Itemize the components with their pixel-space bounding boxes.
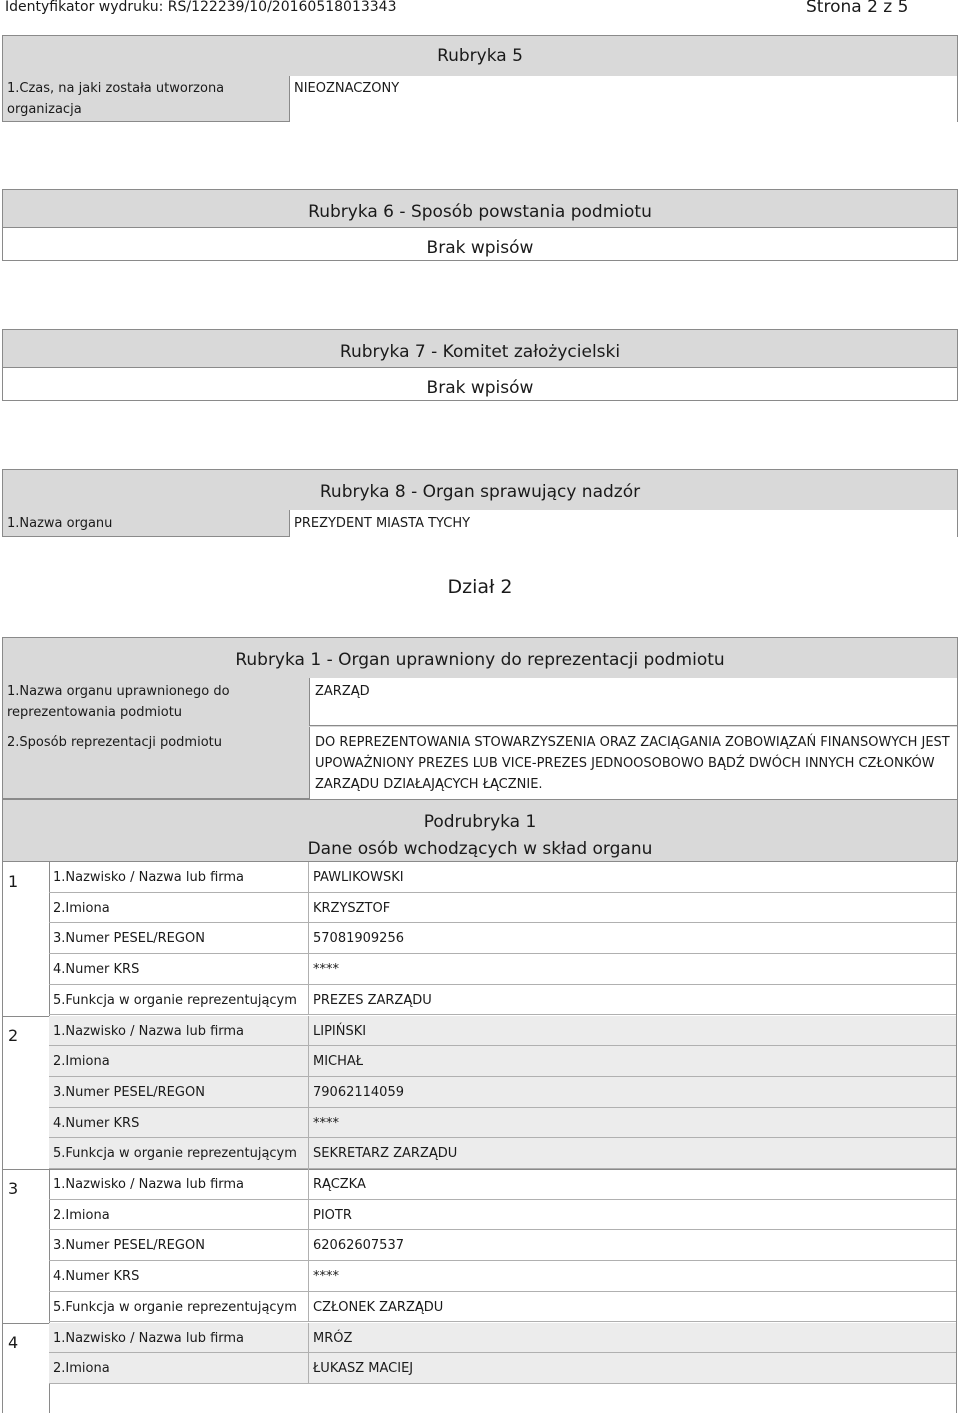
- person-field-label: 2.Imiona: [53, 1361, 110, 1377]
- person-field-row: [49, 1230, 956, 1261]
- person-field-value: ****: [313, 1115, 339, 1131]
- person-field-row: [49, 954, 956, 985]
- rubryka-1-row1-value: ZARZĄD: [315, 684, 370, 699]
- rubryka-8-section: [2, 469, 958, 537]
- rubryka-1-row1-label-cell: [3, 678, 309, 726]
- rubryka-1-row1-value-cell: [309, 678, 957, 726]
- podrubryka-title: Podrubryka 1: [423, 812, 537, 832]
- person-field-value: LIPIŃSKI: [313, 1023, 367, 1039]
- rubryka-1-row1-label: 1.Nazwa organu uprawnionego do reprezentowania podmiotu: [7, 684, 230, 720]
- person-field-row: [49, 923, 956, 954]
- person-number: 2: [8, 1025, 19, 1045]
- persons-table: [2, 862, 958, 1413]
- person-field-label: 5.Funkcja w organie reprezentującym: [53, 992, 297, 1008]
- person-field-row: [49, 862, 956, 893]
- person-field-value: 62062607537: [313, 1238, 404, 1254]
- rubryka-1-row2-value-cell: [309, 727, 957, 799]
- person-field-label: 4.Numer KRS: [53, 962, 140, 978]
- person-field-row: [49, 1046, 956, 1077]
- rubryka-8-title: Rubryka 8 - Organ sprawujący nadzór: [319, 482, 641, 502]
- person-field-label: 2.Imiona: [53, 1054, 110, 1070]
- rubryka-6-empty: Brak wpisów: [426, 238, 534, 258]
- person-field-label: 1.Nazwisko / Nazwa lub firma: [53, 870, 245, 885]
- rubryka-8-label-cell: [3, 510, 289, 537]
- person-field-label: 2.Imiona: [53, 900, 110, 916]
- rubryka-5-value-cell: [289, 76, 957, 122]
- person-field-value: PAWLIKOWSKI: [313, 870, 404, 885]
- person-field-row: [49, 1292, 956, 1323]
- rubryka-6-title: Rubryka 6 - Sposób powstania podmiotu: [308, 202, 652, 222]
- rubryka-5-value: NIEOZNACZONY: [294, 81, 400, 96]
- person-field-row: [49, 1016, 956, 1047]
- person-field-label: 2.Imiona: [53, 1207, 110, 1223]
- rubryka-1-title: Rubryka 1 - Organ uprawniony do reprezentacji podmiotu: [235, 650, 725, 670]
- person-field-row: [49, 1353, 956, 1384]
- person-field-label: 3.Numer PESEL/REGON: [53, 931, 205, 947]
- person-field-value: CZŁONEK ZARZĄDU: [313, 1299, 444, 1315]
- dzial-heading: Dział 2: [447, 576, 513, 598]
- person-field-value: PREZES ZARZĄDU: [313, 992, 432, 1008]
- rubryka-5-label-cell: [3, 76, 289, 122]
- person-field-row: [49, 1077, 956, 1108]
- rubryka-1-section: [2, 637, 958, 799]
- rubryka-8-value-cell: [289, 510, 957, 537]
- person-number: 3: [8, 1179, 19, 1198]
- person-field-value: MRÓZ: [313, 1330, 353, 1346]
- rubryka-5-section: [2, 35, 958, 122]
- person-field-label: 1.Nazwisko / Nazwa lub firma: [53, 1177, 245, 1192]
- person-field-row: [49, 893, 956, 924]
- person-field-value: RĄCZKA: [313, 1177, 366, 1192]
- rubryka-7-empty: Brak wpisów: [426, 378, 534, 398]
- person-field-value: 57081909256: [313, 931, 404, 947]
- rubryka-1-row2-label-cell: [3, 727, 309, 799]
- person-field-label: 1.Nazwisko / Nazwa lub firma: [53, 1330, 245, 1346]
- person-field-value: ****: [313, 1269, 339, 1285]
- rubryka-1-row2-value: DO REPREZENTOWANIA STOWARZYSZENIA ORAZ ZACIĄGANIA ZOBOWIĄZAŃ FINANSOWYCH JEST UPOWAŻNIONY PREZES LUB VICE-PREZES JEDNOOSOBOWO BĄDŹ DWÓCH INNYCH CZŁONKÓW ZARZĄDU DZIAŁAJĄCYCH ŁĄCZNIE.: [315, 735, 950, 792]
- person-number: 1: [8, 872, 19, 891]
- person-field-row: [49, 985, 956, 1016]
- person-field-label: 5.Funkcja w organie reprezentującym: [53, 1146, 297, 1162]
- rubryka-5-title: Rubryka 5: [437, 46, 523, 66]
- rubryka-6-section: [2, 189, 958, 261]
- rubryka-8-value: PREZYDENT MIASTA TYCHY: [294, 516, 471, 531]
- person-field-label: 3.Numer PESEL/REGON: [53, 1084, 205, 1100]
- podrubryka-subtitle: Dane osób wchodzących w skład organu: [307, 839, 653, 859]
- person-field-label: 3.Numer PESEL/REGON: [53, 1238, 205, 1254]
- person-field-value: ****: [313, 962, 339, 978]
- page-number: Strona 2 z 5: [806, 0, 909, 17]
- person-field-value: KRZYSZTOF: [313, 900, 391, 916]
- person-field-value: ŁUKASZ MACIEJ: [313, 1361, 414, 1377]
- person-field-row: [49, 1108, 956, 1139]
- rubryka-7-title: Rubryka 7 - Komitet założycielski: [339, 342, 621, 362]
- person-field-value: PIOTR: [313, 1207, 352, 1223]
- person-field-row: [49, 1323, 956, 1354]
- person-field-row: [49, 1200, 956, 1231]
- person-field-value: MICHAŁ: [313, 1054, 364, 1070]
- person-field-label: 5.Funkcja w organie reprezentującym: [53, 1299, 297, 1315]
- person-field-row: [49, 1169, 956, 1200]
- person-field-value: SEKRETARZ ZARZĄDU: [313, 1146, 458, 1162]
- person-field-row: [49, 1138, 956, 1169]
- print-identifier: Identyfikator wydruku: RS/122239/10/20160518013343: [5, 0, 397, 15]
- podrubryka-header: [2, 799, 958, 862]
- rubryka-8-label: 1.Nazwa organu: [7, 516, 113, 531]
- rubryka-1-row2-label: 2.Sposób reprezentacji podmiotu: [7, 735, 222, 750]
- person-field-row: [49, 1261, 956, 1292]
- person-field-value: 79062114059: [313, 1084, 404, 1100]
- rubryka-7-section: [2, 329, 958, 401]
- rubryka-5-label: 1.Czas, na jaki została utworzona organizacja: [7, 81, 225, 117]
- person-field-label: 4.Numer KRS: [53, 1269, 140, 1285]
- person-field-label: 4.Numer KRS: [53, 1115, 140, 1131]
- person-number: 4: [8, 1332, 19, 1352]
- person-field-label: 1.Nazwisko / Nazwa lub firma: [53, 1023, 245, 1039]
